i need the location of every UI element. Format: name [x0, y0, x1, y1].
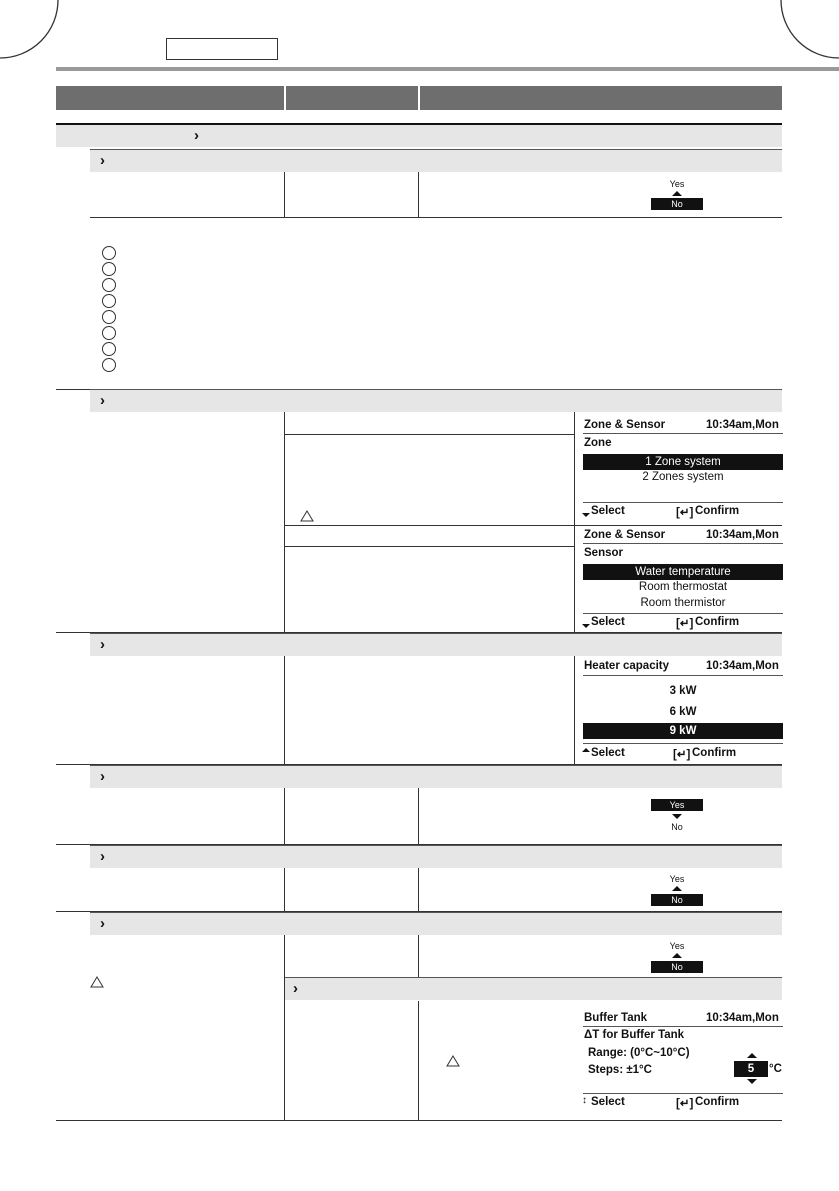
option-yes-selected: Yes — [651, 799, 703, 811]
step-circle-4 — [102, 294, 116, 308]
col-divider — [418, 172, 419, 218]
col-divider — [574, 412, 575, 632]
chevron-right-icon: › — [100, 152, 105, 169]
row-rule — [90, 217, 782, 218]
sub-bar-7 — [90, 912, 782, 935]
sub-bar-6 — [90, 845, 782, 868]
sub-bar-1 — [90, 149, 782, 172]
col-divider — [284, 788, 285, 844]
step-circle-3 — [102, 278, 116, 292]
zone-option: 2 Zones system — [642, 471, 724, 483]
heater-screen-time: 10:34am,Mon — [706, 660, 779, 672]
zone-screen-time: 10:34am,Mon — [706, 419, 779, 431]
step-circle-8 — [102, 358, 116, 372]
row-rule — [284, 546, 574, 547]
step-circle-7 — [102, 342, 116, 356]
buffer-unit: °C — [769, 1063, 782, 1075]
chevron-right-icon: › — [100, 848, 105, 865]
screen-rule — [583, 502, 783, 503]
sub-bar-heater — [90, 633, 782, 656]
sensor-select-label: Select — [591, 616, 625, 628]
crop-mark-top-right — [779, 0, 839, 60]
arrow-down-icon — [747, 1079, 757, 1084]
buffer-screen-title: Buffer Tank — [584, 1012, 648, 1024]
arrow-up-icon — [747, 1053, 757, 1058]
step-circle-2 — [102, 262, 116, 276]
col-divider — [418, 788, 419, 844]
sensor-screen-time: 10:34am,Mon — [706, 529, 779, 541]
enter-icon: [↵] — [676, 507, 694, 519]
zone-confirm-label: Confirm — [695, 505, 740, 517]
option-no-selected: No — [651, 198, 703, 210]
sensor-screen-subtitle: Sensor — [584, 547, 623, 559]
buffer-steps: Steps: ±1°C — [588, 1064, 652, 1076]
sensor-option: Room thermostat — [638, 581, 728, 593]
zone-select-label: Select — [591, 505, 625, 517]
zone-screen-title: Zone & Sensor — [584, 419, 666, 431]
col-divider — [284, 656, 285, 764]
sub-bar-zone — [90, 389, 782, 412]
sensor-confirm-label: Confirm — [695, 616, 740, 628]
arrow-down-icon — [672, 814, 682, 819]
screen-rule — [583, 675, 783, 676]
screen-rule — [583, 433, 783, 434]
crop-mark-top-left — [0, 0, 60, 60]
option-no-selected: No — [651, 894, 703, 906]
col-divider — [418, 868, 419, 911]
warning-triangle-icon — [446, 1055, 460, 1067]
col-divider — [284, 172, 285, 218]
buffer-screen-subtitle: ΔT for Buffer Tank — [584, 1029, 685, 1041]
col-divider — [284, 868, 285, 911]
zone-screen-subtitle: Zone — [584, 437, 612, 449]
screen-rule — [583, 543, 783, 544]
sensor-option: Room thermistor — [640, 597, 726, 609]
screen-rule — [583, 1026, 783, 1027]
col-divider — [284, 935, 285, 1120]
arrow-up-icon — [672, 886, 682, 891]
buffer-value: 5 — [734, 1061, 768, 1077]
arrow-up-icon — [672, 191, 682, 196]
step-circle-1 — [102, 246, 116, 260]
enter-icon: [↵] — [676, 618, 694, 630]
heater-select-label: Select — [591, 747, 625, 759]
option-yes: Yes — [669, 874, 685, 884]
option-yes: Yes — [669, 941, 685, 951]
option-no: No — [671, 822, 683, 832]
col-divider — [284, 412, 285, 632]
buffer-screen-time: 10:34am,Mon — [706, 1012, 779, 1024]
col-divider — [418, 1001, 419, 1120]
buffer-confirm-label: Confirm — [695, 1096, 740, 1108]
heater-confirm-label: Confirm — [692, 747, 737, 759]
zone-option-selected: 1 Zone system — [583, 454, 783, 470]
warning-triangle-icon — [300, 510, 314, 522]
step-circle-5 — [102, 310, 116, 324]
buffer-range: Range: (0°C~10°C) — [588, 1047, 690, 1059]
section-bar — [56, 123, 782, 147]
enter-icon: [↵] — [676, 1098, 694, 1110]
sensor-screen-title: Zone & Sensor — [584, 529, 666, 541]
screen-rule — [583, 613, 783, 614]
col-divider — [418, 935, 419, 977]
option-no-selected: No — [651, 961, 703, 973]
header-rule — [56, 67, 839, 71]
step-circle-6 — [102, 326, 116, 340]
updown-icon: ↕ — [582, 1095, 587, 1106]
enter-icon: [↵] — [673, 749, 691, 761]
chevron-right-icon: › — [100, 768, 105, 785]
chevron-right-icon: › — [293, 980, 298, 997]
column-header-3 — [420, 86, 782, 110]
heater-screen-title: Heater capacity — [584, 660, 670, 672]
arrow-up-icon — [582, 748, 590, 752]
column-header-1 — [56, 86, 284, 110]
warning-triangle-icon — [90, 976, 104, 988]
option-yes: Yes — [669, 179, 685, 189]
arrow-down-icon — [582, 624, 590, 628]
row-rule — [284, 525, 782, 526]
chevron-right-icon: › — [194, 127, 199, 144]
chevron-right-icon: › — [100, 392, 105, 409]
heater-option: 3 kW — [669, 685, 697, 697]
header-box — [166, 38, 278, 60]
sub-bar-5 — [90, 765, 782, 788]
screen-rule — [583, 1093, 783, 1094]
heater-option: 6 kW — [669, 706, 697, 718]
sensor-option-selected: Water temperature — [583, 564, 783, 580]
arrow-up-icon — [672, 953, 682, 958]
sub-bar-buffer — [285, 977, 782, 1000]
row-rule — [284, 434, 574, 435]
buffer-select-label: Select — [591, 1096, 625, 1108]
screen-rule — [583, 743, 783, 744]
chevron-right-icon: › — [100, 636, 105, 653]
chevron-right-icon: › — [100, 915, 105, 932]
column-header-2 — [286, 86, 418, 110]
table-bottom-rule — [56, 1120, 782, 1121]
col-divider — [574, 656, 575, 764]
arrow-down-icon — [582, 513, 590, 517]
heater-option-selected: 9 kW — [583, 723, 783, 739]
